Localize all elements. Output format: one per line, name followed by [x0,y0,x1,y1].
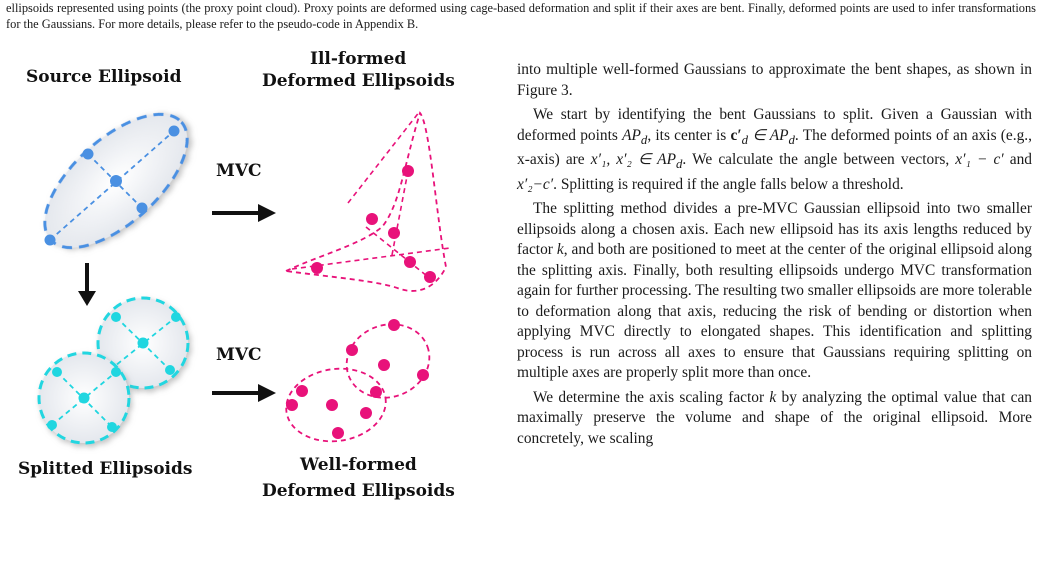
paragraph-3 [517,199,1032,384]
figure-diagram [0,55,510,576]
p3-math-k: k [556,241,564,259]
p2-text-a: We start by identifying the bent Gaussians to split. Given a Gaussian with deformed points [517,106,1032,144]
p4-text-b: by analyzing the optimal value that can maximally preserve the volume and shape of the original ellipsoid. More concretely, we scaling [517,388,1032,447]
p2-math-vector-2: x′₂−c′ [517,175,554,193]
p2-math-apd: $AP_d$ [622,126,648,147]
p4-text-a: We determine the axis scaling factor [533,388,770,406]
p2-text-e: and [1003,151,1032,169]
p2-text-d: . We calculate the angle between vectors, [682,151,956,169]
illformed-label-line1: Ill-formed [310,49,407,69]
p2-math-axis-points: x′₁, x′₂ ∈ $AP_d$ [590,151,683,172]
mvc-arrow-top [212,204,276,222]
splitted-ellipsoids-label: Splitted Ellipsoids [18,459,193,479]
wellformed-deformed-ellipsoids [281,313,439,448]
source-ellipsoid [22,91,209,271]
wellformed-label-line1: Well-formed [300,455,417,475]
p3-text-a: The splitting method divides a pre-MVC Gaussian ellipsoid into two smaller ellipsoids along a chosen axis. Each new ellipsoid has its axis lengths reduced by factor [517,200,1032,259]
figure-caption: ellipsoids represented using points (the proxy point cloud). Proxy points are deformed using cage-based deformation and split if their axes are bent. Finally, deformed points are used to infer transformations for the Gaussians. For more details, please refer to the pseudo-code in Appendix B. [6,1,1036,31]
paragraph-2 [517,105,1032,195]
mvc-arrow-bottom [212,384,276,402]
paragraph-4 [517,388,1032,450]
p2-math-center: $c'_d$ ∈ $AP_d$ [730,126,795,147]
splitted-ellipsoids [39,298,188,443]
mvc-top-label: MVC [216,161,262,181]
illformed-deformed-ellipsoid [286,111,450,291]
wellformed-label-line2: Deformed Ellipsoids [262,481,455,501]
mvc-bottom-label: MVC [216,345,262,365]
p4-math-k: k [769,388,777,406]
p2-text-f: . Splitting is required if the angle falls below a threshold. [553,175,904,193]
p2-text-c: . The deformed points of an axis (e.g., x-axis) are [517,126,1032,169]
figure-3 [0,49,510,576]
p2-text-b: , its center is [647,126,731,144]
source-ellipsoid-label: Source Ellipsoid [26,67,182,87]
p3-text-b: , and both are positioned to meet at the center of the original ellipsoid along the splitting axis. Finally, both resulting ellipsoids undergo MVC transformation again for further processing. The resulting two smaller ellipsoids are more tolerable to deformation along that axis, reducing the risk of bending or distortion when applying MVC directly to elongated shapes. This identification and splitting process is run across all axes to ensure that Gaussians requiring splitting on multiple axes are properly split more than once. [517,241,1032,382]
paragraph-1: into multiple well-formed Gaussians to approximate the bent shapes, as shown in Figure 3. [517,61,1032,99]
p2-math-vector-1: x′₁ − c′ [955,151,1004,169]
illformed-label-line2: Deformed Ellipsoids [262,71,455,91]
body-text-column [517,60,1032,449]
split-arrow [78,263,96,306]
